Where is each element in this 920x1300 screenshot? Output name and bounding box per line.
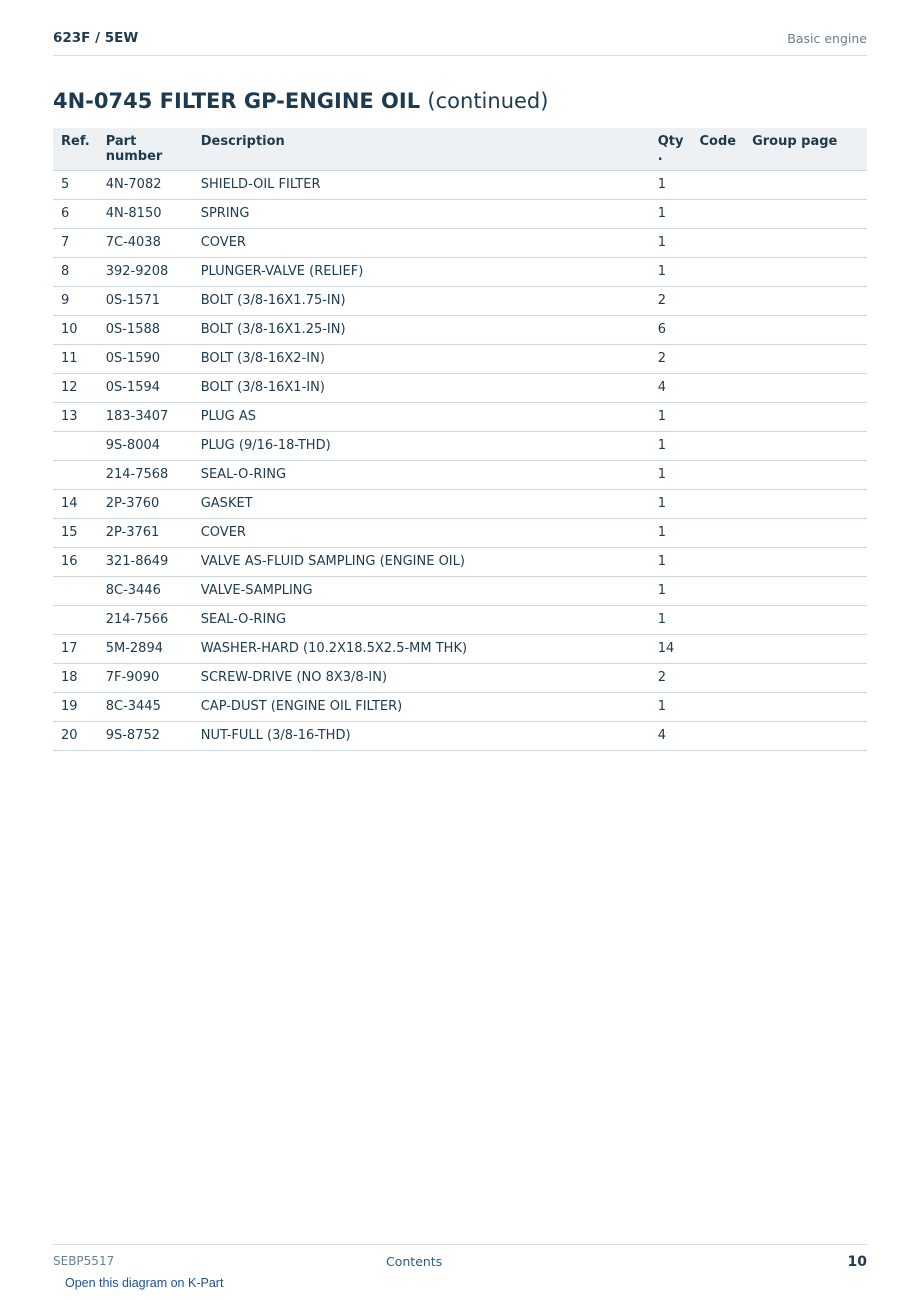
cell-part-number: 7F-9090 bbox=[98, 663, 193, 692]
cell-qty: 1 bbox=[650, 547, 692, 576]
cell-qty: 4 bbox=[650, 721, 692, 750]
cell-code bbox=[691, 286, 744, 315]
cell-group-page bbox=[744, 170, 867, 199]
kpart-diagram-link[interactable]: Open this diagram on K-Part bbox=[65, 1276, 224, 1290]
cell-group-page bbox=[744, 286, 867, 315]
cell-ref: 19 bbox=[53, 692, 98, 721]
cell-qty: 1 bbox=[650, 199, 692, 228]
cell-part-number: 214-7566 bbox=[98, 605, 193, 634]
title-main: 4N-0745 FILTER GP-ENGINE OIL bbox=[53, 89, 421, 113]
cell-description: GASKET bbox=[193, 489, 650, 518]
table-row bbox=[53, 199, 867, 228]
cell-description: BOLT (3/8-16X1.75-IN) bbox=[193, 286, 650, 315]
cell-code bbox=[691, 199, 744, 228]
table-row bbox=[53, 373, 867, 402]
cell-code bbox=[691, 257, 744, 286]
cell-qty: 1 bbox=[650, 576, 692, 605]
model-label: 623F / 5EW bbox=[53, 30, 139, 46]
table-row bbox=[53, 605, 867, 634]
table-row bbox=[53, 460, 867, 489]
table-row bbox=[53, 170, 867, 199]
cell-ref: 16 bbox=[53, 547, 98, 576]
cell-description: VALVE-SAMPLING bbox=[193, 576, 650, 605]
cell-description: SEAL-O-RING bbox=[193, 605, 650, 634]
cell-group-page bbox=[744, 402, 867, 431]
cell-description: PLUNGER-VALVE (RELIEF) bbox=[193, 257, 650, 286]
title-suffix: (continued) bbox=[427, 89, 549, 113]
document-id: SEBP5517 bbox=[53, 1254, 115, 1268]
cell-part-number: 4N-7082 bbox=[98, 170, 193, 199]
cell-qty: 1 bbox=[650, 257, 692, 286]
cell-code bbox=[691, 605, 744, 634]
table-row bbox=[53, 344, 867, 373]
cell-group-page bbox=[744, 489, 867, 518]
cell-group-page bbox=[744, 431, 867, 460]
cell-description: SCREW-DRIVE (NO 8X3/8-IN) bbox=[193, 663, 650, 692]
cell-description: CAP-DUST (ENGINE OIL FILTER) bbox=[193, 692, 650, 721]
table-row bbox=[53, 402, 867, 431]
cell-description: WASHER-HARD (10.2X18.5X2.5-MM THK) bbox=[193, 634, 650, 663]
cell-code bbox=[691, 518, 744, 547]
cell-code bbox=[691, 431, 744, 460]
table-row bbox=[53, 257, 867, 286]
cell-part-number: 214-7568 bbox=[98, 460, 193, 489]
cell-code bbox=[691, 692, 744, 721]
cell-code bbox=[691, 344, 744, 373]
section-label: Basic engine bbox=[787, 31, 867, 46]
cell-ref bbox=[53, 460, 98, 489]
cell-group-page bbox=[744, 315, 867, 344]
table-row bbox=[53, 721, 867, 750]
cell-qty: 2 bbox=[650, 286, 692, 315]
cell-group-page bbox=[744, 692, 867, 721]
cell-description: BOLT (3/8-16X1.25-IN) bbox=[193, 315, 650, 344]
cell-group-page bbox=[744, 518, 867, 547]
cell-part-number: 321-8649 bbox=[98, 547, 193, 576]
cell-group-page bbox=[744, 373, 867, 402]
cell-qty: 1 bbox=[650, 489, 692, 518]
cell-qty: 2 bbox=[650, 344, 692, 373]
cell-description: SHIELD-OIL FILTER bbox=[193, 170, 650, 199]
cell-description: COVER bbox=[193, 518, 650, 547]
cell-group-page bbox=[744, 663, 867, 692]
table-header-row bbox=[53, 128, 867, 170]
cell-group-page bbox=[744, 228, 867, 257]
table-row bbox=[53, 547, 867, 576]
table-body bbox=[53, 170, 867, 750]
cell-part-number: 183-3407 bbox=[98, 402, 193, 431]
cell-part-number: 9S-8752 bbox=[98, 721, 193, 750]
cell-qty: 6 bbox=[650, 315, 692, 344]
cell-part-number: 0S-1588 bbox=[98, 315, 193, 344]
cell-ref: 17 bbox=[53, 634, 98, 663]
cell-qty: 1 bbox=[650, 170, 692, 199]
cell-qty: 1 bbox=[650, 402, 692, 431]
contents-link[interactable]: Contents bbox=[386, 1254, 443, 1269]
cell-group-page bbox=[744, 605, 867, 634]
table-row bbox=[53, 518, 867, 547]
cell-qty: 1 bbox=[650, 228, 692, 257]
column-header-ref: Ref. bbox=[53, 128, 98, 170]
cell-ref: 18 bbox=[53, 663, 98, 692]
page-header bbox=[53, 28, 867, 56]
cell-code bbox=[691, 634, 744, 663]
cell-qty: 1 bbox=[650, 460, 692, 489]
cell-qty: 1 bbox=[650, 431, 692, 460]
cell-code bbox=[691, 721, 744, 750]
cell-part-number: 0S-1590 bbox=[98, 344, 193, 373]
cell-description: PLUG AS bbox=[193, 402, 650, 431]
cell-description: COVER bbox=[193, 228, 650, 257]
cell-ref: 20 bbox=[53, 721, 98, 750]
table-row bbox=[53, 489, 867, 518]
cell-code bbox=[691, 663, 744, 692]
column-header-part-number: Part number bbox=[98, 128, 193, 170]
cell-description: SEAL-O-RING bbox=[193, 460, 650, 489]
cell-code bbox=[691, 170, 744, 199]
cell-ref: 10 bbox=[53, 315, 98, 344]
table-row bbox=[53, 315, 867, 344]
page-title bbox=[53, 89, 548, 113]
table-header bbox=[53, 128, 867, 170]
cell-ref: 13 bbox=[53, 402, 98, 431]
cell-ref: 9 bbox=[53, 286, 98, 315]
cell-part-number: 8C-3445 bbox=[98, 692, 193, 721]
cell-group-page bbox=[744, 257, 867, 286]
column-header-description: Description bbox=[193, 128, 650, 170]
cell-qty: 4 bbox=[650, 373, 692, 402]
cell-code bbox=[691, 576, 744, 605]
parts-table bbox=[53, 128, 867, 751]
cell-description: NUT-FULL (3/8-16-THD) bbox=[193, 721, 650, 750]
cell-code bbox=[691, 547, 744, 576]
cell-code bbox=[691, 228, 744, 257]
cell-part-number: 2P-3760 bbox=[98, 489, 193, 518]
table-row bbox=[53, 663, 867, 692]
cell-part-number: 4N-8150 bbox=[98, 199, 193, 228]
cell-ref: 14 bbox=[53, 489, 98, 518]
table-row bbox=[53, 228, 867, 257]
cell-group-page bbox=[744, 344, 867, 373]
cell-part-number: 0S-1594 bbox=[98, 373, 193, 402]
column-header-code: Code bbox=[691, 128, 744, 170]
cell-group-page bbox=[744, 547, 867, 576]
column-header-group-page: Group page bbox=[744, 128, 867, 170]
cell-qty: 1 bbox=[650, 518, 692, 547]
cell-ref: 15 bbox=[53, 518, 98, 547]
table-row bbox=[53, 692, 867, 721]
cell-qty: 2 bbox=[650, 663, 692, 692]
cell-code bbox=[691, 402, 744, 431]
cell-group-page bbox=[744, 576, 867, 605]
page-footer bbox=[53, 1244, 867, 1275]
column-header-qty: Qty . bbox=[650, 128, 692, 170]
cell-group-page bbox=[744, 721, 867, 750]
cell-code bbox=[691, 460, 744, 489]
table-row bbox=[53, 576, 867, 605]
table-row bbox=[53, 431, 867, 460]
cell-group-page bbox=[744, 199, 867, 228]
cell-ref: 6 bbox=[53, 199, 98, 228]
cell-ref bbox=[53, 576, 98, 605]
cell-part-number: 5M-2894 bbox=[98, 634, 193, 663]
cell-code bbox=[691, 373, 744, 402]
cell-qty: 1 bbox=[650, 692, 692, 721]
cell-code bbox=[691, 315, 744, 344]
cell-part-number: 392-9208 bbox=[98, 257, 193, 286]
cell-description: BOLT (3/8-16X1-IN) bbox=[193, 373, 650, 402]
cell-ref: 5 bbox=[53, 170, 98, 199]
cell-qty: 14 bbox=[650, 634, 692, 663]
cell-group-page bbox=[744, 634, 867, 663]
cell-ref: 8 bbox=[53, 257, 98, 286]
cell-description: VALVE AS-FLUID SAMPLING (ENGINE OIL) bbox=[193, 547, 650, 576]
cell-part-number: 7C-4038 bbox=[98, 228, 193, 257]
cell-part-number: 8C-3446 bbox=[98, 576, 193, 605]
cell-description: BOLT (3/8-16X2-IN) bbox=[193, 344, 650, 373]
cell-ref bbox=[53, 605, 98, 634]
cell-description: PLUG (9/16-18-THD) bbox=[193, 431, 650, 460]
cell-ref: 12 bbox=[53, 373, 98, 402]
cell-group-page bbox=[744, 460, 867, 489]
cell-description: SPRING bbox=[193, 199, 650, 228]
table-row bbox=[53, 634, 867, 663]
cell-qty: 1 bbox=[650, 605, 692, 634]
cell-part-number: 2P-3761 bbox=[98, 518, 193, 547]
cell-code bbox=[691, 489, 744, 518]
cell-ref: 7 bbox=[53, 228, 98, 257]
cell-part-number: 9S-8004 bbox=[98, 431, 193, 460]
page-number: 10 bbox=[847, 1254, 867, 1270]
cell-part-number: 0S-1571 bbox=[98, 286, 193, 315]
cell-ref: 11 bbox=[53, 344, 98, 373]
table-row bbox=[53, 286, 867, 315]
cell-ref bbox=[53, 431, 98, 460]
